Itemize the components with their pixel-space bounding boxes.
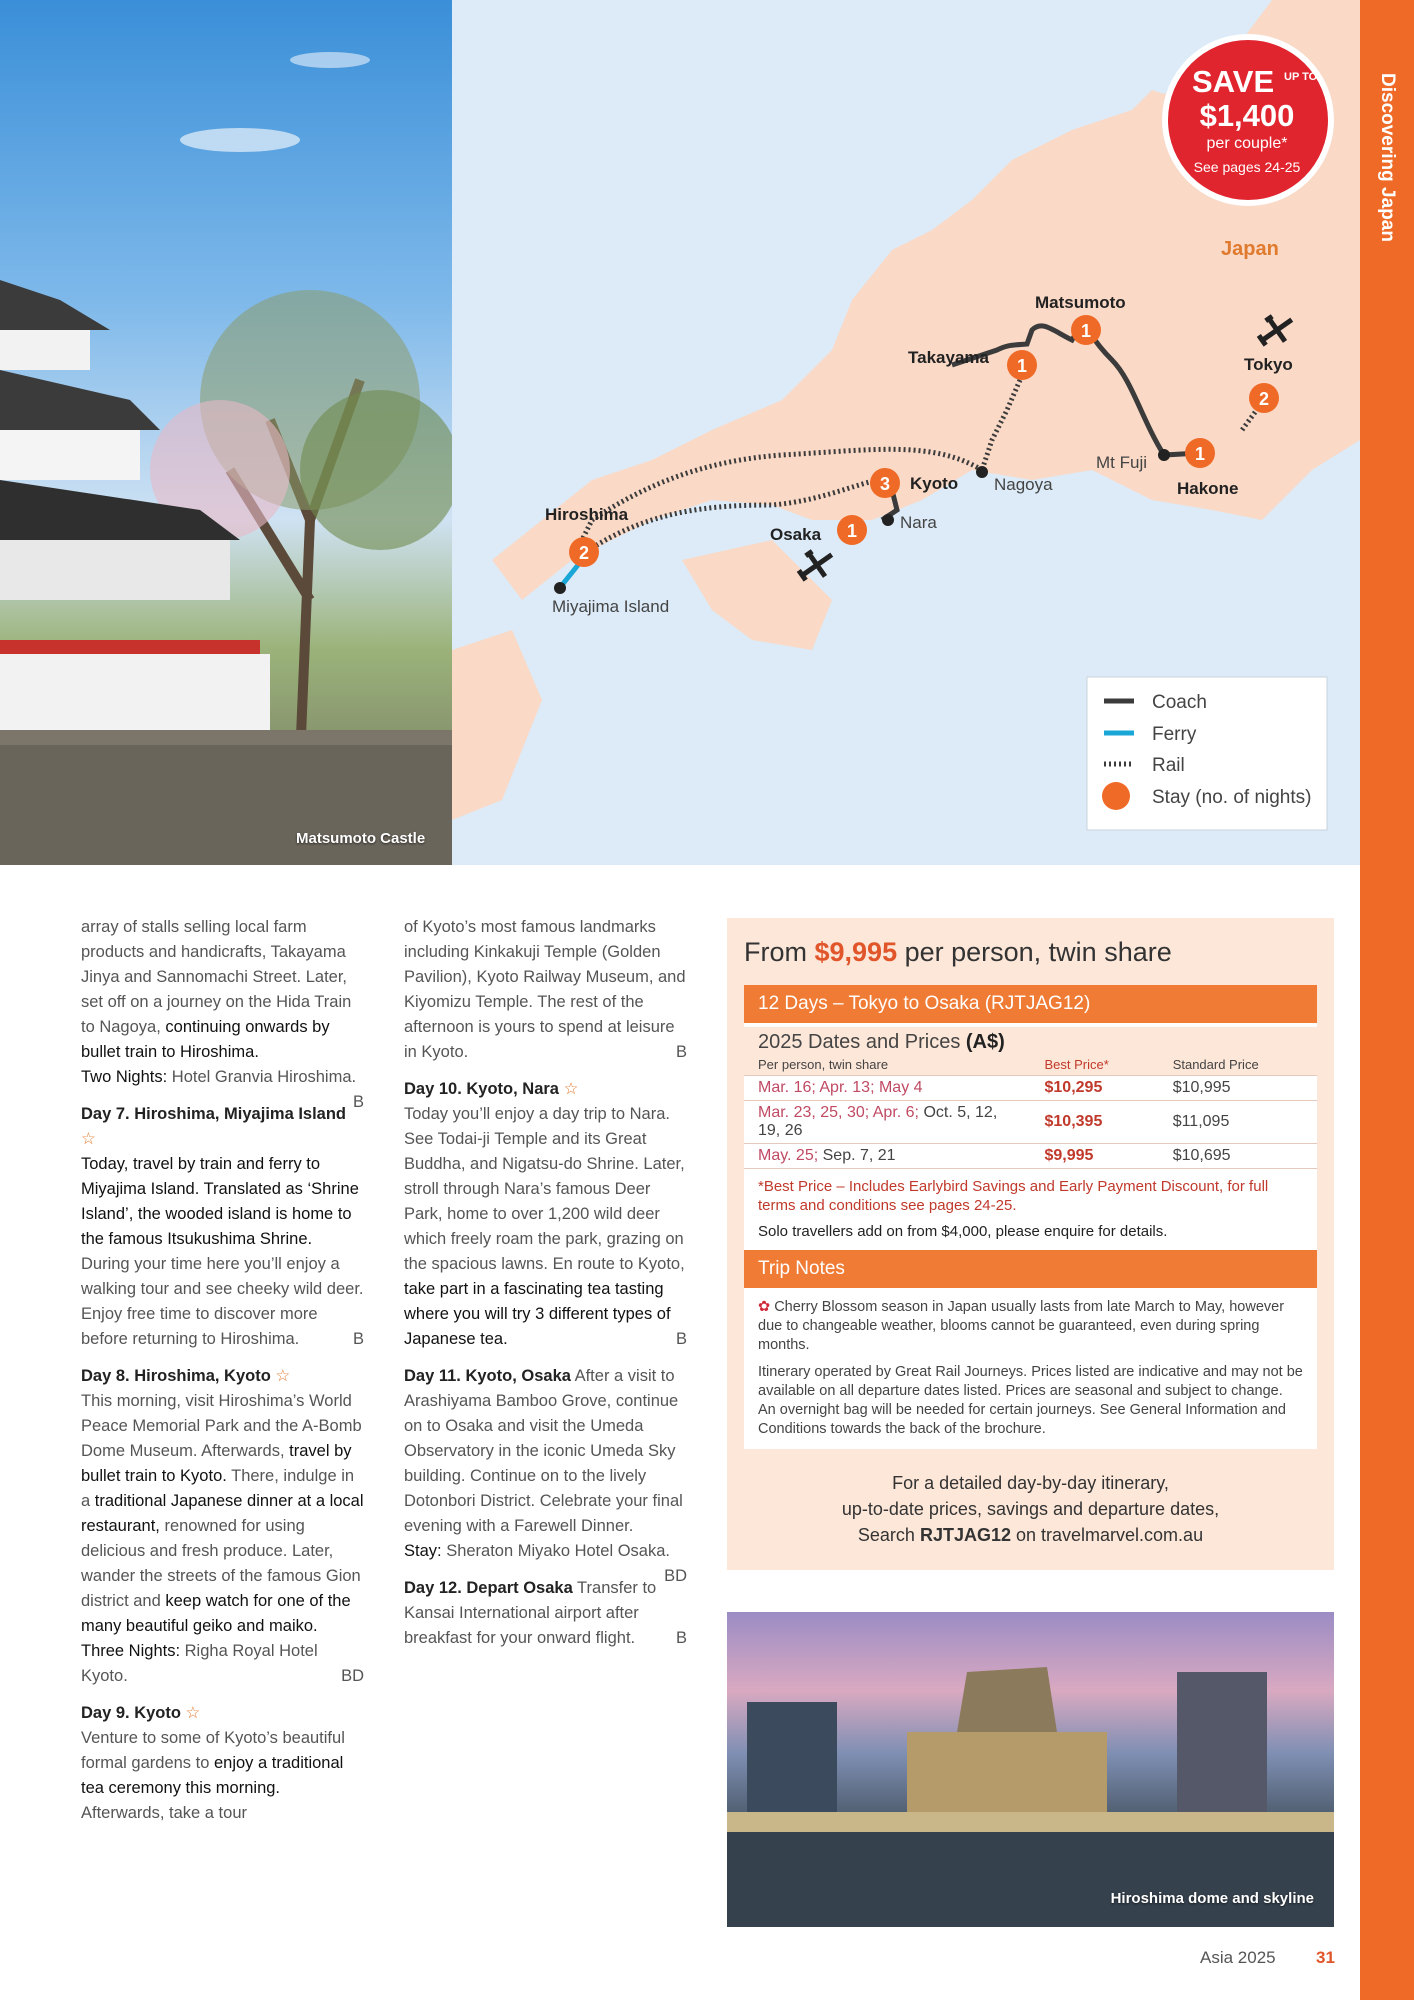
table-row: May. 25; Sep. 7, 21 $9,995 $10,695 [744,1144,1317,1169]
svg-text:2: 2 [1258,389,1270,409]
label-japan: Japan [1221,238,1279,260]
svg-text:Rail: Rail [1152,755,1185,776]
star-icon: ☆ [563,1080,579,1098]
label-hakone: Hakone [1177,479,1239,498]
day-8: Day 8. Hiroshima, Kyoto ☆ This morning, visit Hiroshima’s World Peace Memorial Park and the A-Bomb Dome Museum. Afterwards, travel by bullet train to Kyoto. There, indulge in a traditional Japanese dinner at a local restaurant, renowned for using delicious and fresh produce. Later, wander the streets of the famous Gion district and keep watch for one of the many beautiful geiko and maiko. Three Nights: Righa Royal Hotel Kyoto. BD [81,1367,364,1685]
nagoya-dot [976,466,988,478]
note-cherry-blossom: ✿ Cherry Blossom season in Japan usually lasts from late March to May, however due to changeable weather, blooms cannot be guaranteed, even during spring months. [758,1299,1285,1353]
svg-text:See pages 24-25: See pages 24-25 [1193,159,1301,175]
star-icon: ☆ [275,1367,291,1385]
stay-marker-osaka [837,515,867,545]
label-kyoto: Kyoto [910,474,959,493]
stay-marker-hiroshima [569,537,599,567]
hiroshima-photo [727,1612,1334,1927]
svg-text:SAVE: SAVE [1192,64,1275,99]
dates-title: 2025 Dates and Prices (A$) [744,1027,1317,1057]
footer-label: Asia 2025 [1200,1948,1276,1967]
stay-marker-kyoto [870,468,900,498]
svg-text:3: 3 [879,474,891,494]
label-hiroshima: Hiroshima [545,505,629,524]
section-sidebar [1360,0,1414,2000]
route-map [452,0,1360,865]
col-header: Standard Price [1159,1057,1317,1076]
nara-dot [882,514,894,526]
map-legend [1087,677,1327,830]
table-row: Mar. 23, 25, 30; Apr. 6; Oct. 5, 12, 19, 26 $10,395 $11,095 [744,1101,1317,1144]
day-9: Day 9. Kyoto ☆ Venture to some of Kyoto’s beautiful formal gardens to enjoy a traditional tea ceremony this morning. Afterwards, take a tour [81,1704,345,1822]
castle-illustration [0,0,452,865]
itinerary-paragraph: array of stalls selling local farm products and handicrafts, Takayama Jinya and Sannomachi Street. Later, set off on a journey on the Hida Train to Nagoya, continuing onwards by bullet train to Hiroshima. Two Nights: Hotel Granvia Hiroshima. B [81,918,364,1111]
svg-text:Coach: Coach [1152,692,1207,713]
sidebar-title: Discovering Japan [1377,73,1398,242]
table-row: Mar. 16; Apr. 13; May 4 $10,295 $10,995 [744,1076,1317,1101]
svg-text:1: 1 [1016,356,1028,376]
svg-text:1: 1 [1194,444,1206,464]
label-miyajima: Miyajima Island [552,597,670,616]
stay-marker-matsumoto [1071,315,1101,345]
tour-title-bar: 12 Days – Tokyo to Osaka (RJTJAG12) [744,985,1317,1023]
svg-text:UP TO: UP TO [1284,71,1318,83]
itinerary-column-2 [404,915,687,1663]
label-osaka: Osaka [770,525,822,544]
day-11: Day 11. Kyoto, Osaka After a visit to Arashiyama Bamboo Grove, continue on to Osaka and visit the Umeda Observatory in the iconic Umeda Sky building. Continue on to the lively Dotonbori District. Celebrate your final evening with a Farewell Dinner. Stay: Sheraton Miyako Hotel Osaka. BD [404,1367,687,1585]
miyajima-dot [554,582,566,594]
label-tokyo: Tokyo [1244,355,1293,374]
star-icon: ☆ [185,1704,201,1722]
page-number: 31 [1316,1948,1335,1967]
matsumoto-castle-photo [0,0,452,865]
mt-fuji-dot [1158,449,1170,461]
svg-text:$1,400: $1,400 [1199,98,1295,133]
from-price-headline: From $9,995 per person, twin share [744,937,1172,967]
col-header: Per person, twin share [744,1057,1031,1076]
note-operator: Itinerary operated by Great Rail Journeys. Prices listed are indicative and may not be available on all departure dates listed. Prices are seasonal and subject to change. An overnight bag will be needed for certain journeys. See General Information and Conditions towards the back of the brochure. [758,1364,1303,1437]
map-drawing [452,0,1360,865]
star-icon: ☆ [81,1130,96,1148]
dates-prices-block [744,985,1317,1250]
label-mt-fuji: Mt Fuji [1096,453,1147,472]
solo-note: Solo travellers add on from $4,000, please enquire for details. [758,1223,1168,1240]
stay-marker-hakone [1185,438,1215,468]
day-7: Day 7. Hiroshima, Miyajima Island ☆ Today, travel by train and ferry to Miyajima Island. Translated as ‘Shrine Island’, the wooded island is home to the famous Itsukushima Shrine. During your time here you’ll enjoy a walking tour and see cheeky wild deer. Enjoy free time to discover more before returning to Hiroshima. B [81,1105,364,1348]
col-header: Best Price* [1031,1057,1159,1076]
svg-text:1: 1 [1080,321,1092,341]
itinerary-paragraph: of Kyoto’s most famous landmarks including Kinkakuji Temple (Golden Pavilion), Kyoto Railway Museum, and Kiyomizu Temple. The rest of the afternoon is yours to spend at leisure in Kyoto. B [404,918,687,1061]
day-10: Day 10. Kyoto, Nara ☆ Today you’ll enjoy a day trip to Nara. See Todai-ji Temple and its Great Buddha, and Nigatsu-do Shrine. Later, stroll through Nara’s famous Deer Park, home to over 1,200 wild deer which freely roam the park, grazing on the spacious lawns. En route to Kyoto, take part in a fascinating tea tasting where you will try 3 different types of Japanese tea. B [404,1080,687,1348]
svg-text:2: 2 [578,543,590,563]
castle-caption: Matsumoto Castle [296,830,426,847]
svg-text:per couple*: per couple* [1206,135,1288,152]
save-badge [1162,34,1334,206]
hiroshima-caption: Hiroshima dome and skyline [1110,1890,1314,1907]
label-matsumoto: Matsumoto [1035,293,1126,312]
label-nagoya: Nagoya [994,475,1053,494]
label-nara: Nara [900,513,937,532]
stay-marker-takayama [1007,350,1037,380]
svg-text:Ferry: Ferry [1152,724,1197,745]
hiroshima-illustration [727,1612,1334,1927]
flower-icon: ✿ [758,1299,771,1315]
kyushu-land [452,630,542,820]
svg-text:Stay (no. of nights): Stay (no. of nights) [1152,787,1312,808]
itinerary-column-1 [81,915,364,1838]
svg-text:1: 1 [846,521,858,541]
label-takayama: Takayama [908,348,989,367]
best-price-footnote: *Best Price – Includes Earlybird Savings and Early Payment Discount, for full terms and conditions see pages 24-25. [758,1178,1269,1214]
prices-table [744,1057,1317,1169]
trip-notes-block [744,1250,1317,1449]
cta-text: For a detailed day-by-day itinerary, up-to-date prices, savings and departure dates, Search RJTJAG12 on travelmarvel.com.au [841,1473,1220,1545]
day-12: Day 12. Depart Osaka Transfer to Kansai International airport after breakfast for your onward flight. B [404,1579,687,1647]
trip-notes-bar: Trip Notes [744,1250,1317,1288]
stay-marker-tokyo [1249,383,1279,413]
